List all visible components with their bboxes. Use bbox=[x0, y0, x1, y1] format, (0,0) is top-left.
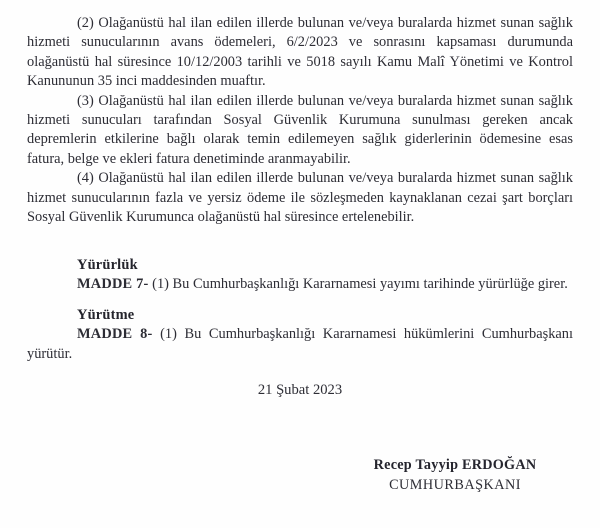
section-yururluk bbox=[77, 256, 573, 295]
section-yurutme bbox=[77, 306, 573, 345]
paragraph-2: (2) Olağanüstü hal ilan edilen illerde bulunan ve/veya buralarda hizmet sunan sağlık hizmeti sunucularının avans ödemeleri, 6/2/2023 ve sonrasını kapsaması durumunda olağanüstü hal süresince 10/12/2003 tarihli ve 5018 sayılı Kamu Malî Yönetimi ve Kontrol Kanununun 35 inci maddesinden muaftır. bbox=[27, 15, 573, 90]
paragraph-3: (3) Olağanüstü hal ilan edilen illerde bulunan ve/veya buralarda hizmet sunan sağlık hizmeti sunucuları tarafından Sosyal Güvenlik Kurumuna sunulması gereken ancak depremlerin etkilerine bağlı olarak temin edilemeyen sağlık giderlerinin ödemesine esas fatura, belge ve ekleri fatura denetiminde aranmayabilir. bbox=[27, 92, 573, 167]
document-date: 21 Şubat 2023 bbox=[257, 382, 343, 398]
signatory-name: Recep Tayyip ERDOĞAN bbox=[373, 457, 537, 473]
madde-7-label: MADDE 7- bbox=[77, 276, 149, 293]
signature-block bbox=[330, 455, 580, 495]
madde-8-clause-number: (1) bbox=[160, 326, 177, 343]
section-body-madde-7 bbox=[77, 275, 573, 294]
section-heading-yururluk: Yürürlük bbox=[77, 257, 138, 273]
madde-7-text: Bu Cumhurbaşkanlığı Kararnamesi yayımı tarihinde yürürlüğe girer. bbox=[172, 276, 568, 293]
section-body-madde-8 bbox=[77, 325, 573, 344]
madde-7-clause-number: (1) bbox=[152, 276, 169, 293]
madde-8-text: Bu Cumhurbaşkanlığı Kararnamesi hükümlerini Cumhurbaşkanı bbox=[184, 326, 573, 343]
paragraph-block bbox=[27, 14, 573, 227]
signatory-title: CUMHURBAŞKANI bbox=[389, 477, 521, 493]
madde-8-label: MADDE 8- bbox=[77, 326, 153, 343]
section-heading-yurutme: Yürütme bbox=[77, 307, 135, 323]
madde-8-continuation: yürütür. bbox=[27, 346, 73, 362]
paragraph-4: (4) Olağanüstü hal ilan edilen illerde bulunan ve/veya buralarda hizmet sunan sağlık hizmet sunucularının fazla ve yersiz ödeme ile sözleşmeden kaynaklanan cezai şart borçları Sosyal Güvenlik Kurumunca olağanüstü hal süresince ertelenebilir. bbox=[27, 170, 573, 226]
